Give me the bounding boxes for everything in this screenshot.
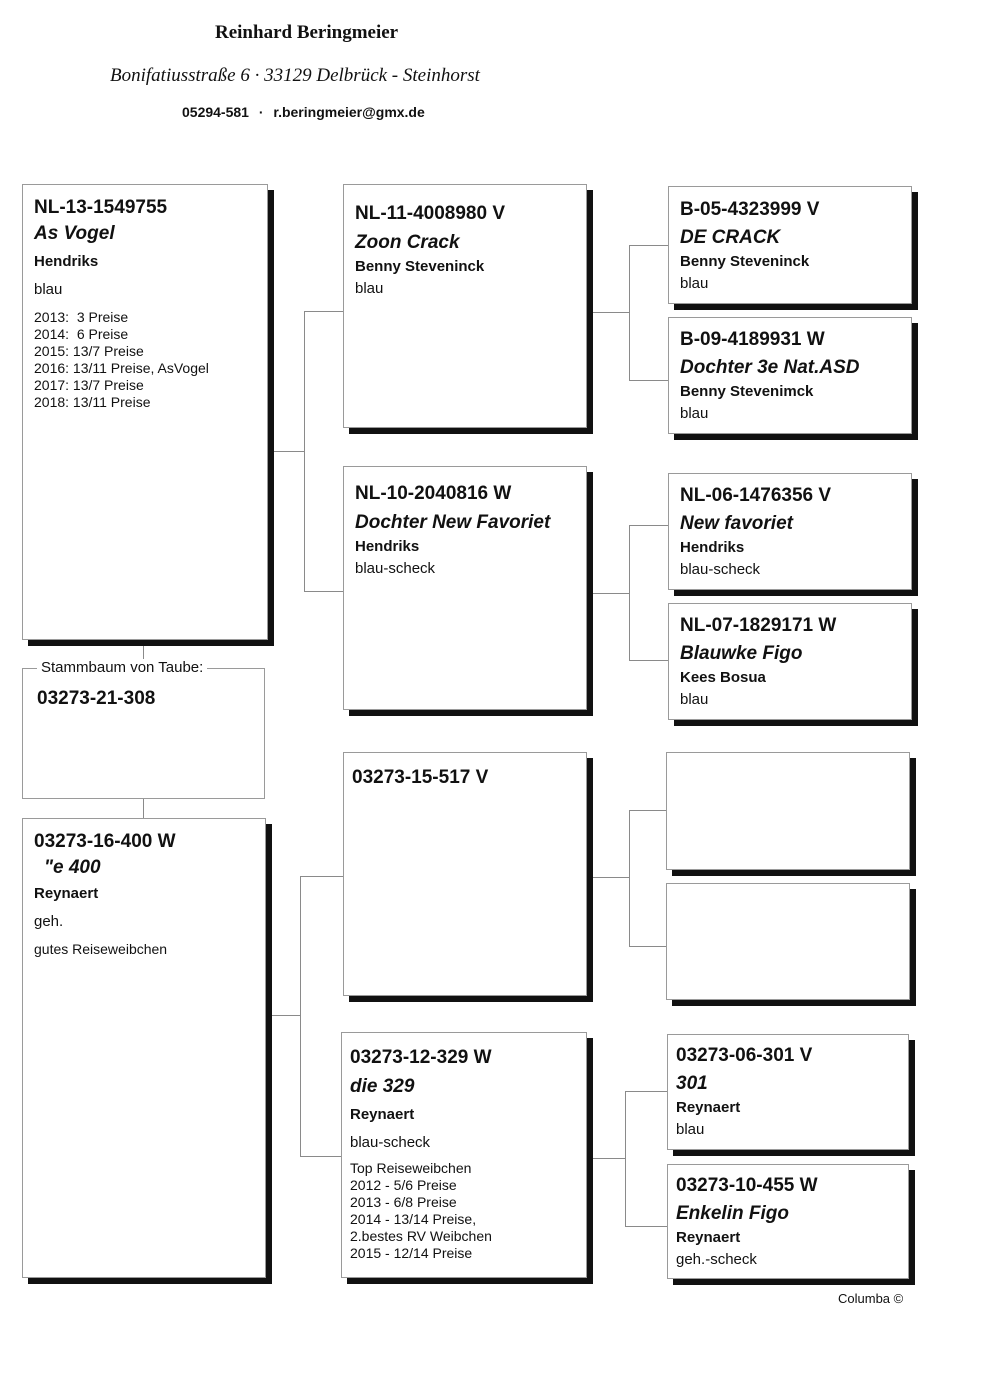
ancestor-card-empty[interactable]: [666, 752, 910, 870]
connector: [266, 1015, 301, 1016]
connector: [304, 311, 305, 592]
breeder: Benny Stevenimck: [680, 383, 814, 400]
breeder: Hendriks: [680, 539, 745, 556]
breeder-address: Bonifatiusstraße 6 · 33129 Delbrück - Steinhorst: [110, 65, 480, 86]
grandsire-paternal-card[interactable]: [343, 184, 587, 428]
note: 2015: 13/7 Preise: [34, 343, 144, 359]
color: blau: [680, 691, 709, 708]
connector: [304, 311, 343, 312]
phone: 05294-581: [182, 104, 249, 120]
color: blau: [355, 280, 384, 297]
pigeon-name: Dochter New Favoriet: [355, 512, 551, 533]
ring-number: 03273-12-329 W: [350, 1047, 492, 1068]
subject-ring-number: 03273-21-308: [37, 688, 156, 709]
connector: [300, 876, 343, 877]
ring-number: 03273-16-400 W: [34, 831, 176, 852]
ring-number: NL-13-1549755: [34, 197, 168, 218]
breeder-contact: [182, 104, 425, 120]
breeder: Reynaert: [34, 885, 99, 902]
breeder: Kees Bosua: [680, 669, 766, 686]
pigeon-name: Dochter 3e Nat.ASD: [680, 357, 860, 378]
color: geh.: [34, 913, 64, 930]
color: blau: [680, 275, 709, 292]
granddam-paternal-card[interactable]: [343, 466, 587, 710]
color: blau: [34, 281, 63, 298]
pigeon-name: 301: [676, 1073, 708, 1094]
connector: [625, 1091, 667, 1092]
breeder: Reynaert: [676, 1099, 741, 1116]
ancestor-card[interactable]: [668, 603, 912, 720]
pigeon-name: Blauwke Figo: [680, 643, 803, 664]
connector: [629, 946, 668, 947]
breeder: Benny Steveninck: [680, 253, 810, 270]
connector: [304, 591, 343, 592]
note: 2013: 3 Preise: [34, 309, 129, 325]
achievements: [34, 941, 265, 958]
breeder: Reynaert: [350, 1106, 415, 1123]
ancestor-card[interactable]: [668, 473, 912, 590]
granddam-maternal-card[interactable]: [341, 1032, 587, 1278]
connector: [590, 1158, 626, 1159]
note: gutes Reiseweibchen: [34, 941, 168, 957]
connector: [300, 1156, 341, 1157]
connector: [268, 451, 305, 452]
ancestor-card[interactable]: [668, 317, 912, 434]
ancestor-card[interactable]: [667, 1034, 909, 1150]
ancestor-card[interactable]: [668, 186, 912, 304]
note: 2014: 6 Preise: [34, 326, 129, 342]
connector: [593, 312, 630, 313]
ancestor-card-empty[interactable]: [666, 883, 910, 1000]
pedigree-label: Stammbaum von Taube:: [37, 659, 207, 676]
note: 2013 - 6/8 Preise: [350, 1194, 457, 1210]
note: 2015 - 12/14 Preise: [350, 1245, 473, 1261]
color: blau: [676, 1121, 705, 1138]
connector: [625, 1226, 667, 1227]
connector: [593, 877, 630, 878]
note: 2017: 13/7 Preise: [34, 377, 144, 393]
color: blau-scheck: [680, 561, 761, 578]
breeder: Hendriks: [355, 538, 420, 555]
breeder: Benny Steveninck: [355, 258, 485, 275]
pigeon-name: New favoriet: [680, 513, 793, 534]
note: 2012 - 5/6 Preise: [350, 1177, 457, 1193]
ring-number: NL-10-2040816 W: [355, 483, 512, 504]
breeder-name: Reinhard Beringmeier: [215, 22, 399, 43]
note: 2016: 13/11 Preise, AsVogel: [34, 360, 209, 376]
connector: [629, 525, 630, 660]
connector: [629, 245, 630, 380]
ring-number: B-09-4189931 W: [680, 329, 825, 350]
achievements: [350, 1160, 586, 1262]
connector: [143, 798, 144, 818]
color: blau-scheck: [355, 560, 436, 577]
pigeon-name: DE CRACK: [680, 227, 781, 248]
connector: [629, 380, 668, 381]
email: r.beringmeier@gmx.de: [273, 104, 425, 120]
connector: [629, 245, 668, 246]
breeder: Reynaert: [676, 1229, 741, 1246]
ring-number: NL-06-1476356 V: [680, 485, 832, 506]
connector: [300, 876, 301, 1156]
ring-number: B-05-4323999 V: [680, 199, 820, 220]
ring-number: 03273-06-301 V: [676, 1045, 813, 1066]
connector: [593, 593, 630, 594]
ring-number: 03273-15-517 V: [352, 767, 489, 788]
connector: [629, 810, 668, 811]
ring-number: NL-07-1829171 W: [680, 615, 837, 636]
color: geh.-scheck: [676, 1251, 757, 1268]
achievements: [34, 309, 267, 411]
pigeon-name: "e 400: [44, 857, 101, 878]
ancestor-card[interactable]: [667, 1164, 909, 1279]
ring-number: 03273-10-455 W: [676, 1175, 818, 1196]
connector: [629, 525, 668, 526]
note: 2018: 13/11 Preise: [34, 394, 151, 410]
separator: ·: [258, 104, 264, 120]
pigeon-name: As Vogel: [34, 223, 115, 244]
pigeon-name: die 329: [350, 1076, 415, 1097]
note: Top Reiseweibchen: [350, 1160, 472, 1176]
subject-card[interactable]: [22, 659, 265, 799]
pigeon-name: Zoon Crack: [355, 232, 460, 253]
breeder: Hendriks: [34, 253, 99, 270]
note: 2.bestes RV Weibchen: [350, 1228, 492, 1244]
copyright: Columba ©: [838, 1291, 904, 1306]
connector: [629, 660, 668, 661]
note: 2014 - 13/14 Preise,: [350, 1211, 477, 1227]
pigeon-name: Enkelin Figo: [676, 1203, 789, 1224]
connector: [625, 1091, 626, 1226]
ring-number: NL-11-4008980 V: [355, 203, 505, 224]
mother-card[interactable]: [22, 818, 266, 1278]
color: blau-scheck: [350, 1134, 431, 1151]
color: blau: [680, 405, 709, 422]
father-card[interactable]: [22, 184, 268, 640]
grandsire-maternal-card[interactable]: [343, 752, 587, 996]
connector: [629, 810, 630, 946]
